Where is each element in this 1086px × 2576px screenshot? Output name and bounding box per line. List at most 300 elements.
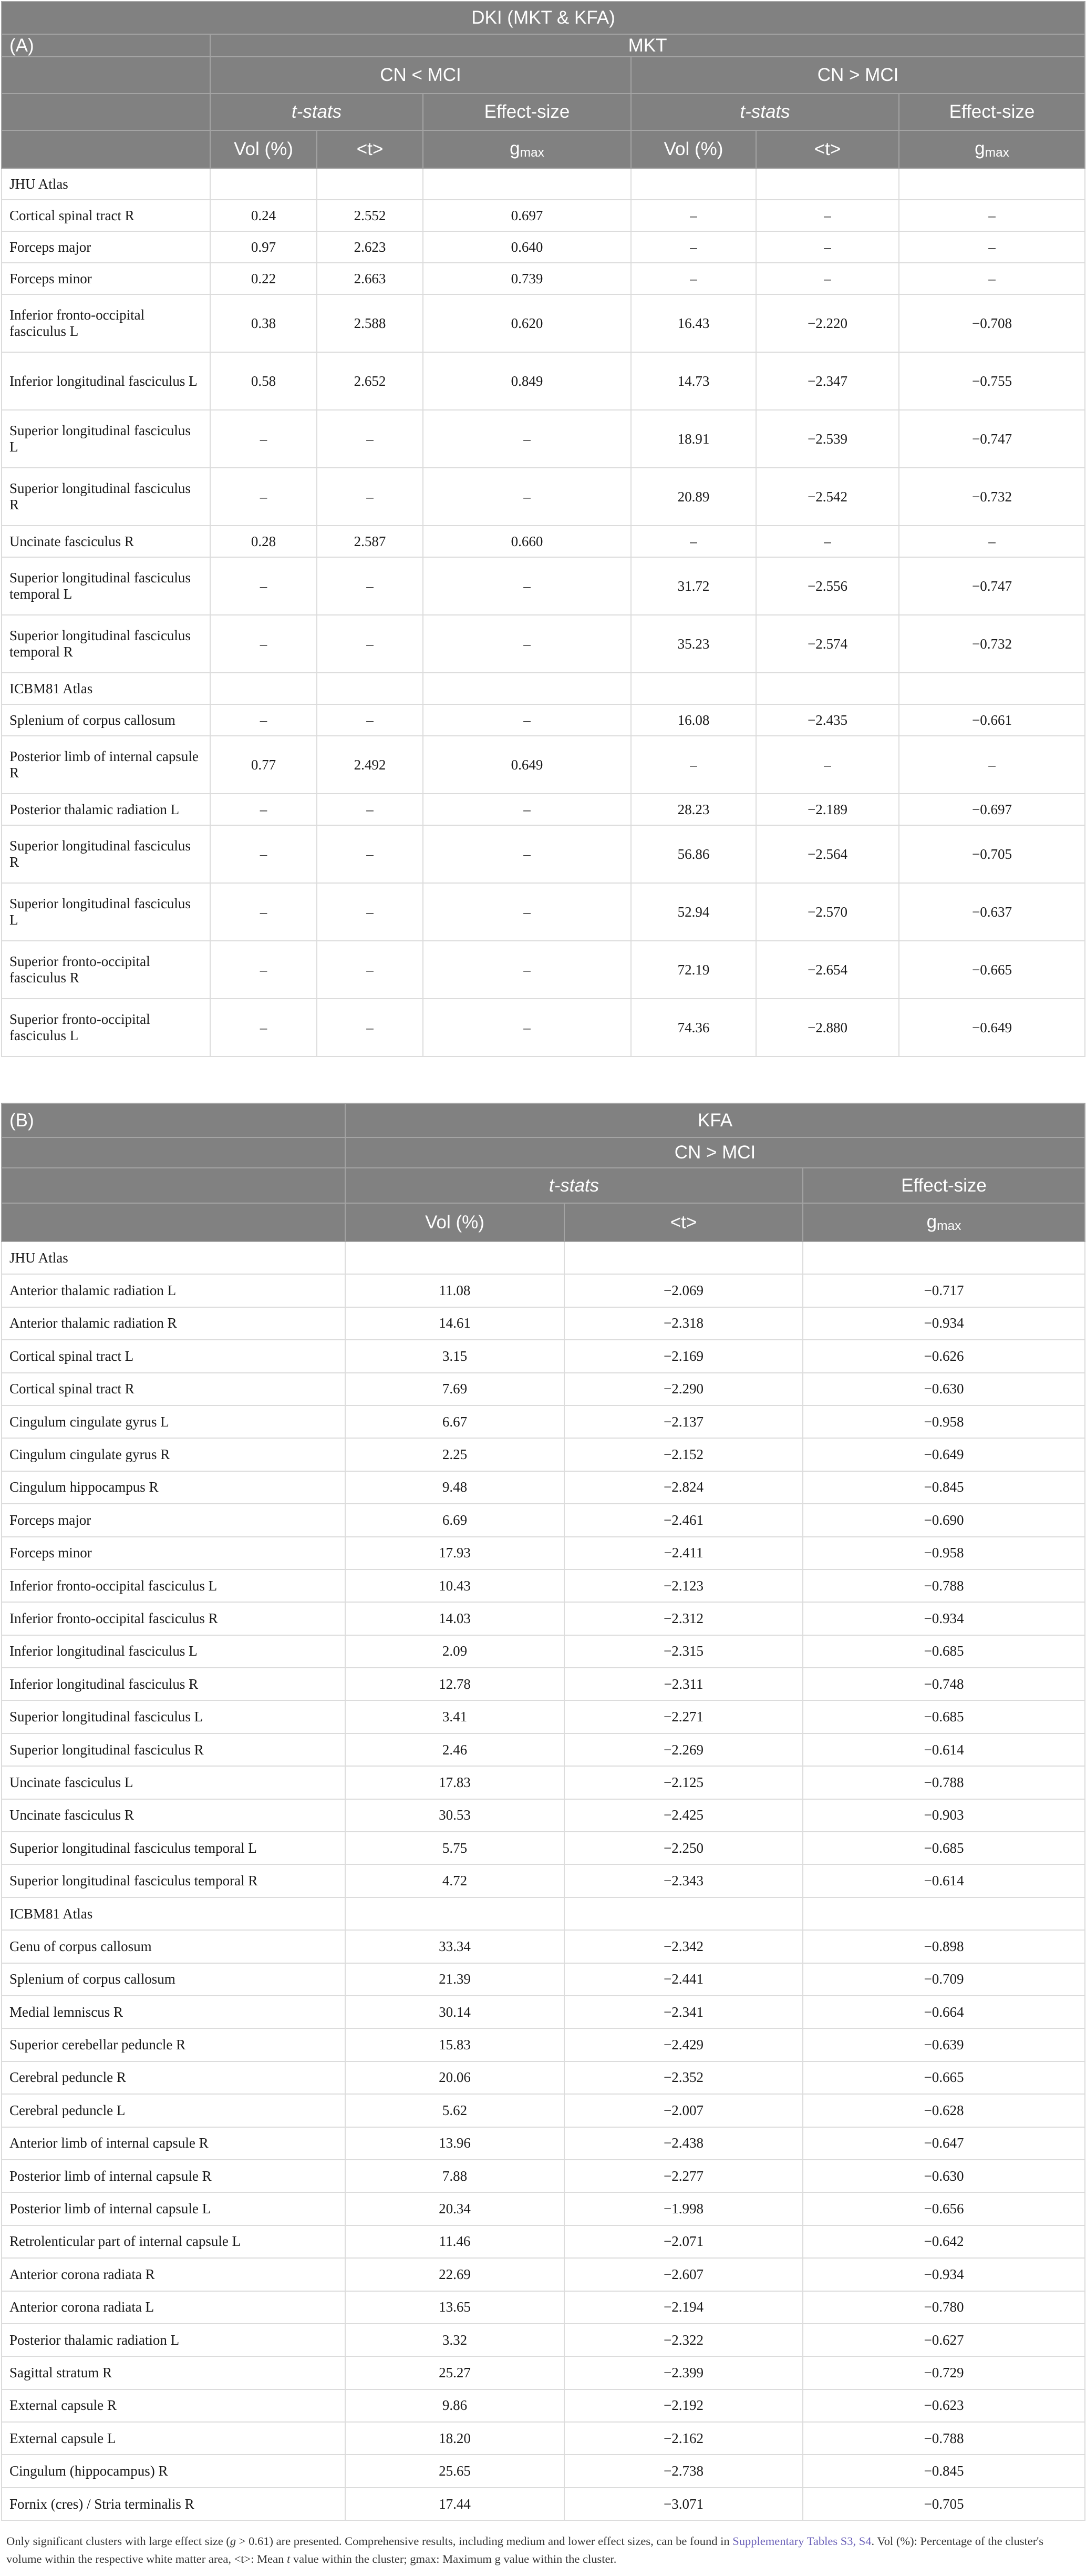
gmax-cell: – (423, 410, 631, 468)
mean-t-cell: – (317, 615, 423, 673)
table-row (2, 1700, 1085, 1733)
vol-cell: 10.43 (345, 1569, 564, 1602)
empty-cell (423, 673, 631, 704)
mean-t-cell: 2.492 (317, 736, 423, 794)
gmax-cell: 0.849 (423, 352, 631, 410)
region-label: Sagittal stratum R (2, 2356, 345, 2389)
table-row (2, 1405, 1085, 1438)
region-label: Posterior limb of internal capsule R (2, 736, 210, 794)
vol-cell: 3.32 (345, 2324, 564, 2356)
vol-cell: 5.62 (345, 2094, 564, 2127)
table-row (2, 410, 1085, 468)
mean-t-cell: −2.123 (564, 1569, 803, 1602)
gmax-cell: −0.958 (803, 1537, 1085, 1569)
region-label: Forceps major (2, 1504, 345, 1536)
table-row (2, 1569, 1085, 1602)
vol-cell: 25.65 (345, 2455, 564, 2487)
vol-cell: 31.72 (631, 557, 756, 615)
table-row (2, 1832, 1085, 1864)
gmax-cell: −0.665 (803, 2061, 1085, 2094)
mean-t-cell: −2.194 (564, 2291, 803, 2324)
gmax-cell: – (423, 999, 631, 1056)
gmax-cell: – (423, 468, 631, 526)
table-row (2, 2192, 1085, 2225)
vol-cell: – (210, 794, 317, 825)
mean-t-cell: −2.347 (756, 352, 899, 410)
gmax-cell: −0.780 (803, 2291, 1085, 2324)
vol-cell: – (210, 941, 317, 999)
vol-cell: 6.69 (345, 1504, 564, 1536)
mean-t-cell: −2.315 (564, 1635, 803, 1668)
region-label: Superior longitudinal fasciculus L (2, 883, 210, 941)
vol-cell: 11.46 (345, 2225, 564, 2258)
table-row (2, 1864, 1085, 1897)
table-row (2, 2291, 1085, 2324)
table-row (2, 1274, 1085, 1307)
vol-cell: 22.69 (345, 2258, 564, 2291)
mean-t-cell: – (317, 557, 423, 615)
table-row (2, 1537, 1085, 1569)
mean-t-cell: −2.069 (564, 1274, 803, 1307)
region-label: Uncinate fasciculus L (2, 1766, 345, 1799)
mean-t-cell: 2.588 (317, 294, 423, 352)
mean-t-cell: −2.250 (564, 1832, 803, 1864)
vol-cell: 18.91 (631, 410, 756, 468)
atlas-section-label: JHU Atlas (2, 1241, 345, 1274)
gmax-cell: – (423, 704, 631, 736)
mean-t-cell: −2.192 (564, 2389, 803, 2422)
vol-cell: 16.08 (631, 704, 756, 736)
vol-cell: 6.67 (345, 1405, 564, 1438)
region-label: Splenium of corpus callosum (2, 1963, 345, 1996)
table-footnote: Only significant clusters with large effect size (g > 0.61) are presented. Comprehensive results, including medium and lower effect sizes, can be found in Supplementary Tables S3, S4. Vol (%): Percentage of the cluster's volume within the respective white matter area, <t>: Mean t value within the cluster; gmax: Maximum g value within the cluster. (6, 2534, 1044, 2565)
mean-t-cell: – (317, 825, 423, 883)
table-row (2, 1602, 1085, 1635)
table-row (2, 2225, 1085, 2258)
mean-t-cell: −2.343 (564, 1864, 803, 1897)
mean-t-header: <t> (317, 130, 423, 168)
vol-cell: 74.36 (631, 999, 756, 1056)
gmax-cell: −0.748 (803, 1668, 1085, 1700)
region-label: Superior longitudinal fasciculus temporal R (2, 1864, 345, 1897)
region-label: Genu of corpus callosum (2, 1930, 345, 1963)
t-stats-header: t-stats (210, 94, 423, 130)
empty-cell (803, 1241, 1085, 1274)
vol-cell: 2.25 (345, 1438, 564, 1471)
gmax-cell: −0.690 (803, 1504, 1085, 1536)
mean-t-cell: – (317, 704, 423, 736)
mean-t-cell: −2.162 (564, 2422, 803, 2455)
region-label: Inferior longitudinal fasciculus L (2, 1635, 345, 1668)
gmax-cell: −0.614 (803, 1733, 1085, 1766)
table-row (2, 2061, 1085, 2094)
mean-t-cell: 2.623 (317, 231, 423, 263)
table-row (2, 1504, 1085, 1536)
mean-t-cell: −2.425 (564, 1799, 803, 1832)
vol-cell: 13.96 (345, 2127, 564, 2160)
region-label: Anterior corona radiata L (2, 2291, 345, 2324)
effect-size-header: Effect-size (803, 1168, 1085, 1203)
table-row (2, 825, 1085, 883)
gmax-cell: 0.697 (423, 200, 631, 231)
gmax-header: $g_{max}$ (803, 1203, 1085, 1241)
vol-cell: – (210, 410, 317, 468)
vol-cell: 9.48 (345, 1471, 564, 1504)
gmax-cell: −0.705 (803, 2488, 1085, 2520)
vol-cell: 16.43 (631, 294, 756, 352)
mean-t-cell: −1.998 (564, 2192, 803, 2225)
gmax-cell: −0.656 (803, 2192, 1085, 2225)
vol-cell: 11.08 (345, 1274, 564, 1307)
table-row (2, 736, 1085, 794)
gmax-cell: – (423, 794, 631, 825)
gmax-cell: −0.685 (803, 1832, 1085, 1864)
table-row (2, 231, 1085, 263)
empty-cell (564, 1241, 803, 1274)
region-label: Posterior limb of internal capsule R (2, 2160, 345, 2192)
table-row (2, 941, 1085, 999)
gmax-cell: −0.630 (803, 1373, 1085, 1405)
vol-cell: 21.39 (345, 1963, 564, 1996)
gmax-cell: −0.788 (803, 1766, 1085, 1799)
mean-t-cell: −2.125 (564, 1766, 803, 1799)
table-row (2, 2127, 1085, 2160)
vol-cell: 14.61 (345, 1307, 564, 1340)
table-row (2, 1307, 1085, 1340)
gmax-cell: – (899, 263, 1085, 294)
region-label: Superior longitudinal fasciculus R (2, 1733, 345, 1766)
table-a-metric: MKT (210, 34, 1085, 57)
region-label: Cingulum (hippocampus) R (2, 2455, 345, 2487)
empty-cell (899, 168, 1085, 200)
gmax-cell: – (423, 615, 631, 673)
vol-cell: 17.83 (345, 1766, 564, 1799)
region-label: Cingulum cingulate gyrus R (2, 1438, 345, 1471)
mean-t-cell: – (317, 999, 423, 1056)
mean-t-cell: −2.461 (564, 1504, 803, 1536)
empty-cell (756, 673, 899, 704)
mean-t-cell: −2.654 (756, 941, 899, 999)
vol-cell: 12.78 (345, 1668, 564, 1700)
vol-cell: – (631, 736, 756, 794)
mean-t-cell: −2.570 (756, 883, 899, 941)
table-row (2, 1438, 1085, 1471)
vol-cell: 3.15 (345, 1340, 564, 1372)
region-label: Superior fronto-occipital fasciculus L (2, 999, 210, 1056)
vol-cell: 17.44 (345, 2488, 564, 2520)
table-row (2, 2488, 1085, 2520)
table-a-panel-label: (A) (2, 34, 210, 57)
region-label: Inferior fronto-occipital fasciculus L (2, 1569, 345, 1602)
mean-t-cell: −2.169 (564, 1340, 803, 1372)
empty-cell (756, 168, 899, 200)
table-a (1, 1, 1085, 1057)
table-row (2, 1766, 1085, 1799)
gmax-cell: −0.649 (803, 1438, 1085, 1471)
region-label: Inferior fronto-occipital fasciculus L (2, 294, 210, 352)
table-row (2, 2455, 1085, 2487)
group-header-cn-lt-mci: CN < MCI (210, 57, 631, 94)
table-row (2, 1668, 1085, 1700)
mean-t-cell: −2.411 (564, 1537, 803, 1569)
region-label: Superior longitudinal fasciculus L (2, 1700, 345, 1733)
vol-cell: 0.77 (210, 736, 317, 794)
region-label: Posterior thalamic radiation L (2, 2324, 345, 2356)
region-label: Cortical spinal tract R (2, 200, 210, 231)
mean-t-cell: −2.352 (564, 2061, 803, 2094)
mean-t-cell: −2.007 (564, 2094, 803, 2127)
empty-cell (345, 1241, 564, 1274)
gmax-cell: −0.665 (899, 941, 1085, 999)
mean-t-cell: −2.429 (564, 2028, 803, 2061)
mean-t-cell: −2.824 (564, 1471, 803, 1504)
region-label: Cortical spinal tract R (2, 1373, 345, 1405)
empty-cell (317, 168, 423, 200)
vol-header: Vol (%) (345, 1203, 564, 1241)
vol-cell: – (210, 615, 317, 673)
vol-header: Vol (%) (210, 130, 317, 168)
vol-cell: 17.93 (345, 1537, 564, 1569)
gmax-cell: −0.755 (899, 352, 1085, 410)
region-label: Posterior thalamic radiation L (2, 794, 210, 825)
vol-cell: 9.86 (345, 2389, 564, 2422)
t-stats-header: t-stats (345, 1168, 803, 1203)
group-header-cn-gt-mci: CN > MCI (345, 1137, 1085, 1168)
region-label: Superior longitudinal fasciculus temporal R (2, 615, 210, 673)
region-label: Superior longitudinal fasciculus L (2, 410, 210, 468)
vol-cell: 28.23 (631, 794, 756, 825)
empty-cell (631, 673, 756, 704)
empty-cell (803, 1897, 1085, 1930)
gmax-cell: −0.747 (899, 557, 1085, 615)
gmax-cell: −0.664 (803, 1996, 1085, 2028)
region-label: Anterior corona radiata R (2, 2258, 345, 2291)
table-row (2, 2422, 1085, 2455)
section-row (2, 168, 1085, 200)
gmax-cell: −0.661 (899, 704, 1085, 736)
region-label: Superior longitudinal fasciculus temporal L (2, 1832, 345, 1864)
region-label: Inferior fronto-occipital fasciculus R (2, 1602, 345, 1635)
region-label: Superior longitudinal fasciculus temporal L (2, 557, 210, 615)
mean-t-cell: −2.539 (756, 410, 899, 468)
atlas-section-label: ICBM81 Atlas (2, 673, 210, 704)
vol-cell: 0.97 (210, 231, 317, 263)
vol-cell: 3.41 (345, 1700, 564, 1733)
vol-cell: 15.83 (345, 2028, 564, 2061)
vol-cell: – (210, 557, 317, 615)
mean-t-cell: −2.311 (564, 1668, 803, 1700)
gmax-cell: −0.903 (803, 1799, 1085, 1832)
region-label: Superior longitudinal fasciculus R (2, 468, 210, 526)
mean-t-cell: −2.435 (756, 704, 899, 736)
gmax-cell: −0.732 (899, 615, 1085, 673)
gmax-cell: −0.705 (899, 825, 1085, 883)
table-a-title: DKI (MKT & KFA) (2, 2, 1085, 34)
vol-cell: – (631, 200, 756, 231)
vol-cell: – (210, 883, 317, 941)
region-label: Cingulum hippocampus R (2, 1471, 345, 1504)
gmax-cell: −0.626 (803, 1340, 1085, 1372)
mean-t-cell: −2.342 (564, 1930, 803, 1963)
vol-cell: 52.94 (631, 883, 756, 941)
empty-cell (899, 673, 1085, 704)
gmax-cell: −0.708 (899, 294, 1085, 352)
table-row (2, 263, 1085, 294)
group-header-cn-gt-mci: CN > MCI (631, 57, 1085, 94)
table-row (2, 2389, 1085, 2422)
gmax-cell: −0.898 (803, 1930, 1085, 1963)
mean-t-cell: −2.438 (564, 2127, 803, 2160)
gmax-cell: −0.934 (803, 1602, 1085, 1635)
table-row (2, 294, 1085, 352)
vol-header: Vol (%) (631, 130, 756, 168)
region-label: Uncinate fasciculus R (2, 1799, 345, 1832)
vol-cell: 7.69 (345, 1373, 564, 1405)
gmax-cell: 0.739 (423, 263, 631, 294)
vol-cell: 0.22 (210, 263, 317, 294)
table-row (2, 794, 1085, 825)
mean-t-cell: −2.290 (564, 1373, 803, 1405)
gmax-cell: −0.709 (803, 1963, 1085, 1996)
vol-cell: 30.14 (345, 1996, 564, 2028)
table-row (2, 200, 1085, 231)
mean-t-cell: −2.607 (564, 2258, 803, 2291)
mean-t-header: <t> (756, 130, 899, 168)
table-b-panel-label: (B) (2, 1103, 345, 1137)
empty-cell (210, 673, 317, 704)
table-row (2, 352, 1085, 410)
atlas-section-label: JHU Atlas (2, 168, 210, 200)
vol-cell: 56.86 (631, 825, 756, 883)
mean-t-cell: −2.271 (564, 1700, 803, 1733)
region-label: Posterior limb of internal capsule L (2, 2192, 345, 2225)
gmax-cell: −0.642 (803, 2225, 1085, 2258)
table-row (2, 1471, 1085, 1504)
vol-cell: 35.23 (631, 615, 756, 673)
vol-cell: 25.27 (345, 2356, 564, 2389)
mean-t-header: <t> (564, 1203, 803, 1241)
effect-size-header: Effect-size (423, 94, 631, 130)
region-label: External capsule R (2, 2389, 345, 2422)
table-row (2, 557, 1085, 615)
table-b (1, 1103, 1085, 2521)
gmax-cell: – (423, 941, 631, 999)
mean-t-cell: −2.312 (564, 1602, 803, 1635)
gmax-cell: −0.845 (803, 2455, 1085, 2487)
gmax-cell: −0.958 (803, 1405, 1085, 1438)
table-row (2, 615, 1085, 673)
vol-cell: 2.46 (345, 1733, 564, 1766)
table-row (2, 2324, 1085, 2356)
mean-t-cell: −2.574 (756, 615, 899, 673)
vol-cell: 18.20 (345, 2422, 564, 2455)
mean-t-cell: – (756, 526, 899, 557)
gmax-cell: −0.717 (803, 1274, 1085, 1307)
region-label: Fornix (cres) / Stria terminalis R (2, 2488, 345, 2520)
region-label: Uncinate fasciculus R (2, 526, 210, 557)
table-row (2, 1635, 1085, 1668)
gmax-cell: – (423, 883, 631, 941)
gmax-cell: 0.640 (423, 231, 631, 263)
vol-cell: 20.06 (345, 2061, 564, 2094)
vol-cell: 0.24 (210, 200, 317, 231)
table-row (2, 468, 1085, 526)
gmax-cell: – (899, 526, 1085, 557)
gmax-cell: −0.934 (803, 2258, 1085, 2291)
vol-cell: 33.34 (345, 1930, 564, 1963)
empty-cell (564, 1897, 803, 1930)
mean-t-cell: – (317, 883, 423, 941)
region-label: Retrolenticular part of internal capsule L (2, 2225, 345, 2258)
mean-t-cell: −2.441 (564, 1963, 803, 1996)
mean-t-cell: −2.152 (564, 1438, 803, 1471)
table-row (2, 1373, 1085, 1405)
mean-t-cell: −2.277 (564, 2160, 803, 2192)
supplementary-tables-link[interactable]: Supplementary Tables S3, S4 (732, 2534, 872, 2548)
region-label: Inferior longitudinal fasciculus L (2, 352, 210, 410)
region-label: Forceps minor (2, 263, 210, 294)
region-label: Forceps major (2, 231, 210, 263)
effect-size-header: Effect-size (899, 94, 1085, 130)
mean-t-cell: – (756, 263, 899, 294)
vol-cell: 14.73 (631, 352, 756, 410)
gmax-cell: −0.934 (803, 1307, 1085, 1340)
gmax-cell: – (899, 200, 1085, 231)
region-label: Superior cerebellar peduncle R (2, 2028, 345, 2061)
vol-cell: 13.65 (345, 2291, 564, 2324)
gmax-cell: −0.628 (803, 2094, 1085, 2127)
table-row (2, 1930, 1085, 1963)
table-row (2, 2356, 1085, 2389)
table-row (2, 2028, 1085, 2061)
vol-cell: 0.58 (210, 352, 317, 410)
section-row (2, 1897, 1085, 1930)
vol-cell: – (210, 825, 317, 883)
table-row (2, 704, 1085, 736)
vol-cell: 20.89 (631, 468, 756, 526)
mean-t-cell: – (317, 410, 423, 468)
vol-cell: 30.53 (345, 1799, 564, 1832)
vol-cell: 2.09 (345, 1635, 564, 1668)
mean-t-cell: −2.220 (756, 294, 899, 352)
gmax-cell: −0.639 (803, 2028, 1085, 2061)
mean-t-cell: – (756, 231, 899, 263)
gmax-cell: −0.685 (803, 1635, 1085, 1668)
mean-t-cell: – (756, 200, 899, 231)
vol-cell: 4.72 (345, 1864, 564, 1897)
mean-t-cell: −2.137 (564, 1405, 803, 1438)
region-label: Anterior thalamic radiation L (2, 1274, 345, 1307)
gmax-cell: −0.627 (803, 2324, 1085, 2356)
empty-cell (631, 168, 756, 200)
atlas-section-label: ICBM81 Atlas (2, 1897, 345, 1930)
vol-cell: 72.19 (631, 941, 756, 999)
gmax-cell: −0.630 (803, 2160, 1085, 2192)
gmax-cell: −0.788 (803, 2422, 1085, 2455)
region-label: Inferior longitudinal fasciculus R (2, 1668, 345, 1700)
table-row (2, 1799, 1085, 1832)
section-row (2, 1241, 1085, 1274)
mean-t-cell: −2.341 (564, 1996, 803, 2028)
region-label: Cortical spinal tract L (2, 1340, 345, 1372)
region-label: Superior longitudinal fasciculus R (2, 825, 210, 883)
region-label: Cerebral peduncle L (2, 2094, 345, 2127)
mean-t-cell: −2.189 (756, 794, 899, 825)
table-row (2, 883, 1085, 941)
gmax-cell: −0.732 (899, 468, 1085, 526)
vol-cell: – (631, 526, 756, 557)
vol-cell: – (210, 468, 317, 526)
